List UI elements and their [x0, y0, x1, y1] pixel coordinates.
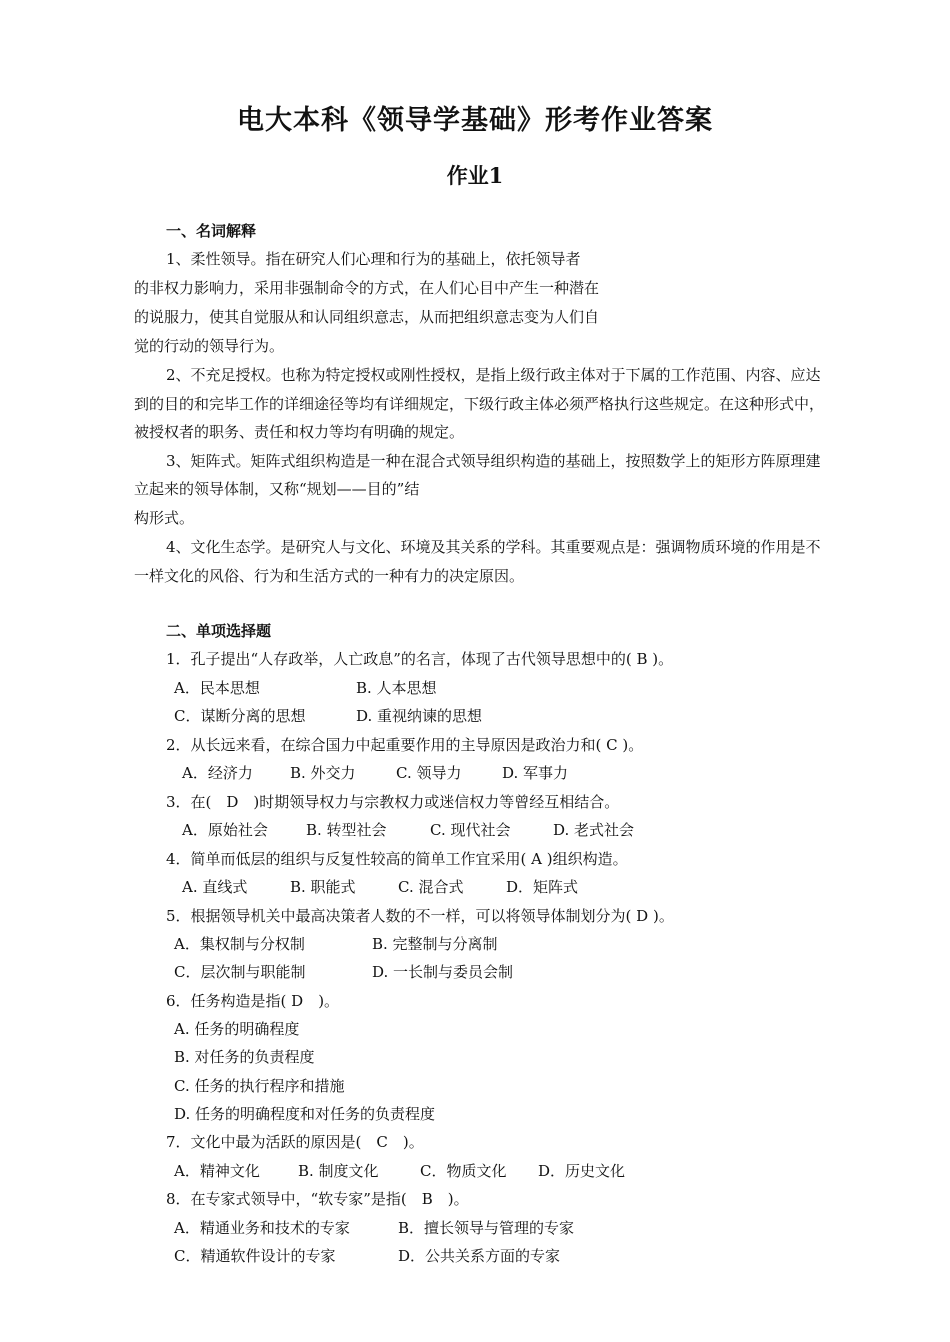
option-text: B. 完整制与分离制 — [372, 935, 498, 953]
option-text: A．民本思想 — [174, 679, 260, 697]
paragraph-line: 一样文化的风俗、行为和生活方式的一种有力的决定原因。 — [134, 567, 525, 585]
option-text: A．经济力 — [182, 764, 253, 782]
option-text: C. 现代社会 — [430, 821, 511, 839]
option-text: C. 任务的执行程序和措施 — [174, 1077, 345, 1095]
option-text: D．历史文化 — [538, 1162, 626, 1180]
paragraph-line: 3、矩阵式。矩阵式组织构造是一种在混合式领导组织构造的基础上，按照数学上的矩形方阵原理建 — [166, 452, 821, 470]
option-text: C. 混合式 — [398, 878, 464, 896]
option-text: B. 职能式 — [290, 878, 356, 896]
option-text: C．精通软件设计的专家 — [174, 1247, 336, 1265]
option-text: B. 对任务的负责程度 — [174, 1048, 315, 1066]
option-text: C．谋断分离的思想 — [174, 707, 306, 725]
option-text: A．精通业务和技术的专家 — [174, 1219, 350, 1237]
question-4: 4．简单而低层的组织与反复性较高的简单工作宜采用( A )组织构造。 — [166, 850, 628, 868]
option-text: D. 重视纳谏的思想 — [356, 707, 483, 725]
option-text: D. 一长制与委员会制 — [372, 963, 514, 981]
paragraph-line: 的非权力影响力，采用非强制命令的方式，在人们心目中产生一种潜在 — [134, 279, 600, 297]
paragraph-line: 的说服力，使其自觉服从和认同组织意志，从而把组织意志变为人们自 — [134, 308, 600, 326]
option-text: D. 老式社会 — [553, 821, 635, 839]
option-text: A．集权制与分权制 — [174, 935, 305, 953]
paragraph-line: 被授权者的职务、责任和权力等均有明确的规定。 — [134, 423, 465, 441]
question-2: 2．从长远来看，在综合国力中起重要作用的主导原因是政治力和( C )。 — [166, 736, 644, 754]
option-text: B. 转型社会 — [306, 821, 387, 839]
paragraph-line: 1、柔性领导。指在研究人们心理和行为的基础上，依托领导者 — [166, 250, 581, 268]
option-text: B. 制度文化 — [298, 1162, 379, 1180]
option-text: C．物质文化 — [420, 1162, 507, 1180]
paragraph-line: 觉的行动的领导行为。 — [134, 337, 285, 355]
option-text: D．矩阵式 — [506, 878, 579, 896]
paragraph-line: 到的目的和完毕工作的详细途径等均有详细规定，下级行政主体必须严格执行这些规定。在这种形式中， — [134, 395, 825, 413]
assignment-subtitle: 作业1 — [446, 163, 504, 188]
question-1: 1．孔子提出“人存政举，人亡政息”的名言，体现了古代领导思想中的( B )。 — [166, 650, 674, 668]
paragraph-line: 立起来的领导体制，又称“规划——目的”结 — [134, 480, 420, 498]
question-5: 5．根据领导机关中最高决策者人数的不一样，可以将领导体制划分为( D )。 — [166, 907, 674, 925]
option-text: D. 军事力 — [502, 764, 569, 782]
paragraph-line: 2、不充足授权。也称为特定授权或刚性授权，是指上级行政主体对于下属的工作范围、内容、应达 — [166, 366, 821, 384]
option-text: A. 任务的明确程度 — [174, 1020, 300, 1038]
option-text: B. 人本思想 — [356, 679, 437, 697]
paragraph-line: 4、文化生态学。是研究人与文化、环境及其关系的学科。其重要观点是：强调物质环境的作用是不 — [166, 538, 821, 556]
question-7: 7．文化中最为活跃的原因是( C )。 — [166, 1133, 424, 1151]
option-text: B．擅长领导与管理的专家 — [398, 1219, 575, 1237]
option-text: C．层次制与职能制 — [174, 963, 306, 981]
question-6: 6．任务构造是指( D )。 — [166, 992, 340, 1010]
option-text: B. 外交力 — [290, 764, 356, 782]
question-8: 8．在专家式领导中，“软专家”是指( B )。 — [166, 1190, 469, 1208]
option-text: D．公共关系方面的专家 — [398, 1247, 561, 1265]
question-3: 3．在( D )时期领导权力与宗教权力或迷信权力等曾经互相结合。 — [166, 793, 620, 811]
paragraph-line: 构形式。 — [134, 509, 195, 527]
option-text: D. 任务的明确程度和对任务的负责程度 — [174, 1105, 436, 1123]
option-text: A．精神文化 — [174, 1162, 260, 1180]
section-heading-single-choice: 二、单项选择题 — [166, 622, 272, 640]
section-heading-definitions: 一、名词解释 — [166, 222, 257, 240]
option-text: A．原始社会 — [182, 821, 268, 839]
option-text: C. 领导力 — [396, 764, 462, 782]
document-title: 电大本科《领导学基础》形考作业答案 — [237, 105, 713, 136]
option-text: A. 直线式 — [182, 878, 248, 896]
